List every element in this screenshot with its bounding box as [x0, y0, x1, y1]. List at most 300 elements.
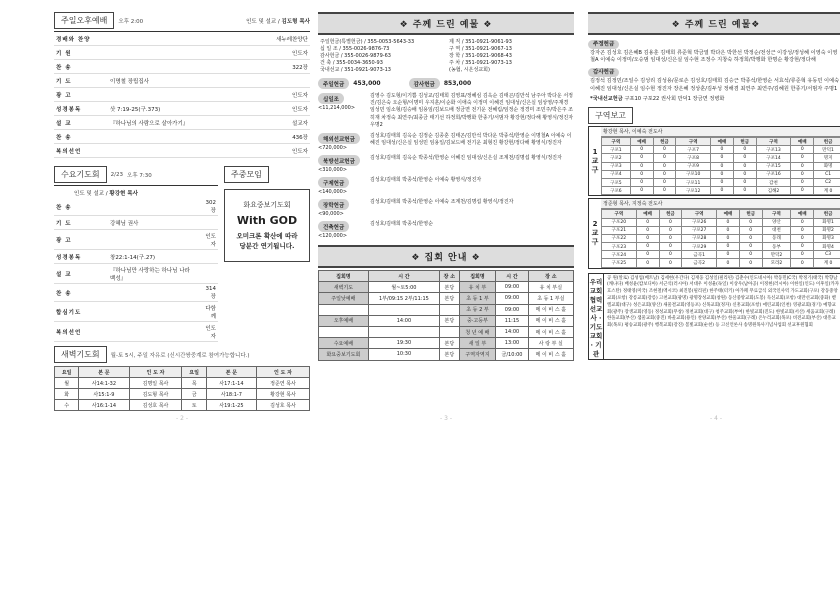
with-god-notice-1: 오미크론 확산에 따라: [236, 232, 298, 240]
table-header-cell: 예배: [717, 210, 740, 218]
table-cell: 0: [717, 226, 740, 234]
table-cell: 0: [739, 243, 762, 251]
table-cell: 0: [717, 251, 740, 259]
table-cell: 모라2: [762, 259, 791, 267]
leader-label: 인도 및 설교 /: [246, 18, 280, 25]
table-header-row: [319, 271, 574, 282]
table-cell: 사16:1-14: [79, 400, 129, 411]
district-1: [588, 126, 840, 196]
table-cell: 구포5: [602, 178, 631, 186]
bank-account-line: 주일헌금(특별헌금) / 355-0053-5643-33: [320, 39, 415, 45]
domestic-mission-line: [590, 96, 840, 103]
table-cell: 09:00: [496, 282, 528, 293]
offering-label-box: [318, 155, 370, 173]
table-cell: 수요예배: [319, 338, 369, 349]
table-cell: 명지: [814, 154, 840, 162]
table-cell: 09:00: [496, 293, 528, 304]
table-cell: 구포10: [676, 170, 711, 178]
table-header-row: [602, 210, 840, 218]
wednesday-row: [54, 166, 310, 342]
offering-amount: <720,000>: [318, 145, 348, 152]
leader-name: 김도형 목사: [281, 18, 310, 25]
table-cell: 0: [791, 146, 814, 154]
domestic-mission-names: 구포10 구포22 권사회 만덕1 장금면 정병화: [624, 95, 725, 102]
table-cell: 동래: [762, 234, 791, 242]
table-cell: 황강현 목사: [257, 389, 310, 400]
order-right: 314장: [199, 284, 218, 302]
offering-label: 구제헌금: [318, 177, 349, 188]
dawn-schedule-table: [54, 366, 310, 411]
table-cell: 0: [659, 218, 682, 226]
table-cell: 메 이 비 스 홀: [528, 304, 573, 315]
table-cell: 0: [653, 170, 676, 178]
table-header-cell: 구역: [602, 210, 637, 218]
table-cell: [440, 304, 459, 315]
table-cell: 0: [653, 178, 676, 186]
order-content: [108, 198, 199, 216]
table-header-cell: 헌금: [659, 210, 682, 218]
weekly-meeting-title: 주중모임: [224, 166, 269, 183]
table-cell: 감천: [756, 178, 791, 186]
table-cell: 정준연 목사: [257, 378, 310, 389]
offering-amount: <120,000>: [318, 233, 348, 240]
table-cell: 0: [791, 251, 814, 259]
table-cell: 0: [791, 170, 814, 178]
district-2-title: 정준형 목사, 지정숙 전도사: [601, 199, 840, 209]
table-cell: 0: [733, 162, 756, 170]
table-cell: 0: [636, 251, 659, 259]
offering-label-box: [318, 133, 370, 151]
table-cell: 구역자역지: [459, 349, 496, 360]
offering-label: 북방선교헌금: [318, 155, 360, 166]
table-cell: 화명4: [814, 243, 840, 251]
table-cell: 메 이 비 스 홀: [528, 315, 573, 326]
table-cell: 메 이 비 스 홀: [528, 326, 573, 337]
table-header-row: [55, 367, 310, 378]
order-label: 복의선언: [54, 322, 108, 342]
table-header-cell: 요일: [55, 367, 79, 378]
table-cell: 0: [791, 243, 814, 251]
page-number: - 3 -: [440, 415, 452, 422]
table-cell: 0: [711, 146, 734, 154]
table-header-cell: 요일: [182, 367, 206, 378]
table-cell: 19:30: [368, 338, 439, 349]
order-row: [54, 32, 310, 46]
table-cell: 사15:1-9: [79, 389, 129, 400]
table-cell: 구포2: [602, 154, 631, 162]
sunday-offering-label: 주일헌금: [318, 78, 349, 89]
table-cell: 만덕2: [762, 251, 791, 259]
table-cell: 수: [55, 400, 79, 411]
table-cell: 구포20: [602, 218, 637, 226]
table-cell: 구포6: [602, 187, 631, 195]
table-cell: 초 등 1 부실: [528, 293, 573, 304]
district-1-title: 황강현 목사, 이예숙 전도사: [601, 127, 840, 137]
sunday-afternoon-title: 주일오후예배: [54, 12, 114, 29]
table-cell: 11:15: [496, 315, 528, 326]
bank-account-line: 감사헌금 / 355-0026-9879-63: [320, 53, 391, 59]
thanks-offering-label: 감사헌금: [409, 78, 440, 89]
order-row: [54, 230, 218, 250]
table-cell: 사 랑 부 실: [528, 338, 573, 349]
table-header-cell: 예배: [711, 138, 734, 146]
wed-leader-name: 황강현 목사: [109, 191, 138, 197]
table-cell: 0: [791, 178, 814, 186]
mission-partners: [588, 273, 840, 360]
order-content: 강혜님 권사: [108, 216, 199, 230]
table-cell: 14:00: [368, 315, 439, 326]
wednesday-title: 수요기도회: [54, 166, 107, 183]
table-cell: 0: [711, 178, 734, 186]
order-row: [54, 264, 218, 284]
table-cell: 0: [659, 243, 682, 251]
table-cell: 0: [630, 162, 653, 170]
table-row: [602, 218, 840, 226]
order-label: 성경봉독: [54, 102, 108, 116]
order-label: 광 고: [54, 88, 108, 102]
order-right: 322장: [249, 60, 310, 74]
sunday-afternoon-header: [54, 12, 310, 32]
wednesday-header: [54, 166, 218, 186]
table-cell: 김도형 목사: [129, 389, 182, 400]
table-cell: 김성호 목사: [257, 400, 310, 411]
table-cell: 구포12: [676, 187, 711, 195]
order-content: 『하나님만 사랑하는 하나님 나라 백성』: [108, 264, 199, 284]
table-cell: [368, 326, 439, 337]
table-cell: 본당: [440, 349, 459, 360]
table-cell: 김성호 목사: [129, 400, 182, 411]
table-header-cell: 예배: [630, 138, 653, 146]
table-header-cell: 본 문: [79, 367, 129, 378]
bulletin-page-3: [318, 12, 574, 420]
table-header-cell: 구역: [676, 138, 711, 146]
table-cell: 0: [653, 187, 676, 195]
table-row: [55, 389, 310, 400]
table-cell: 0: [739, 218, 762, 226]
order-row: [54, 88, 310, 102]
table-row: [319, 282, 574, 293]
order-label: 기 도: [54, 216, 108, 230]
order-right: 설교자: [249, 116, 310, 130]
table-header-cell: 장 소: [440, 271, 459, 282]
order-right: 인도자: [249, 102, 310, 116]
order-row: [54, 250, 218, 264]
order-content: 『하나님의 사람으로 살아가기』: [108, 116, 249, 130]
thanks-offering-label-2: 감사헌금: [588, 68, 619, 77]
offering-row: [318, 155, 574, 173]
table-cell: 0: [630, 154, 653, 162]
table-cell: 0: [630, 170, 653, 178]
table-header-cell: 집회명: [319, 271, 369, 282]
table-header-cell: 시 간: [496, 271, 528, 282]
order-label: 설 교: [54, 264, 108, 284]
with-god-box: [224, 189, 310, 262]
wednesday-date: 2/23: [110, 171, 123, 178]
table-header-cell: 헌금: [733, 138, 756, 146]
table-cell: 0: [791, 187, 814, 195]
order-label: 찬 송: [54, 284, 108, 302]
table-cell: 09:00: [496, 304, 528, 315]
table-cell: 구포16: [756, 170, 791, 178]
table-cell: 0: [739, 251, 762, 259]
order-row: [54, 60, 310, 74]
table-cell: 목: [182, 378, 206, 389]
table-cell: 0: [739, 234, 762, 242]
sunday-offering-amount: 453,000: [353, 80, 381, 87]
table-cell: 14:00: [496, 326, 528, 337]
order-right: 새누레찬양단: [249, 32, 310, 46]
offering-label-box: [318, 177, 370, 195]
table-cell: 대천: [762, 226, 791, 234]
table-cell: 중·고등부: [459, 315, 496, 326]
table-cell: 김해2: [756, 187, 791, 195]
offering-row: [318, 133, 574, 151]
table-cell: 0: [717, 259, 740, 267]
table-cell: 구포4: [602, 170, 631, 178]
offering-totals: [318, 78, 574, 89]
order-content: 이명철 장립집사: [108, 74, 249, 88]
table-cell: 13:00: [496, 338, 528, 349]
bank-accounts: [320, 39, 572, 74]
table-header-cell: 헌금: [739, 210, 762, 218]
group-report-section: [588, 107, 840, 124]
bulletin-page-2: [54, 12, 310, 420]
bank-account-line: 제 직 / 351-0921-9061-93: [449, 39, 512, 45]
table-cell: 김명일 목사: [129, 378, 182, 389]
weekly-meeting-section: [224, 166, 310, 342]
offering-label: 건축헌금: [318, 221, 349, 232]
table-header-cell: 구역: [682, 210, 717, 218]
with-god-heading: 화요중보기도회: [243, 201, 291, 209]
offering-amount: <140,000>: [318, 189, 348, 196]
domestic-mission-label: *국내선교헌금: [590, 95, 623, 102]
table-row: [602, 251, 840, 259]
table-cell: C2: [814, 178, 840, 186]
district-2-label: 2 교 구: [591, 219, 599, 246]
table-row: [319, 315, 574, 326]
offering-label: 십일조: [318, 93, 344, 104]
table-cell: 본당: [440, 293, 459, 304]
table-cell: 초 등 1 부: [459, 293, 496, 304]
order-content: 삿 7:19-25(구.373): [108, 102, 249, 116]
table-cell: 0: [791, 234, 814, 242]
table-cell: 화명2: [814, 226, 840, 234]
table-header-cell: 구역: [602, 138, 631, 146]
dawn-note: 월-토 5시, 주일 자유로 (신시간쌍중계로 참여가능합니다.): [110, 352, 250, 359]
order-content: [108, 32, 249, 46]
district-1-body: [601, 127, 840, 195]
table-header-cell: 장 소: [528, 271, 573, 282]
table-header-cell: 예배: [791, 138, 814, 146]
table-cell: 구포13: [756, 146, 791, 154]
sunday-afternoon-time: 오후 2:00: [118, 18, 144, 25]
table-cell: 화요중보기도회: [319, 349, 369, 360]
table-cell: 구포1: [602, 146, 631, 154]
offering-banner: ❖ 주께 드린 예물 ❖: [318, 12, 574, 35]
table-cell: 본당: [440, 338, 459, 349]
order-right: 인도자: [249, 46, 310, 60]
table-row: [602, 154, 840, 162]
table-cell: [319, 304, 369, 315]
table-cell: 0: [711, 170, 734, 178]
thanks-offering-section: [588, 67, 840, 75]
table-cell: 구포21: [602, 226, 637, 234]
table-cell: 구포15: [756, 162, 791, 170]
order-row: [54, 74, 310, 88]
table-cell: 만덕1: [814, 146, 840, 154]
table-cell: 0: [717, 243, 740, 251]
table-cell: 주일낮예배: [319, 293, 369, 304]
table-cell: 0: [739, 259, 762, 267]
order-row: [54, 46, 310, 60]
order-right: [199, 216, 218, 230]
table-cell: 0: [659, 251, 682, 259]
order-content: [108, 130, 249, 144]
table-cell: 사18:1-7: [206, 389, 256, 400]
bank-account-line: 구 역 / 351-0921-9067-13: [449, 46, 512, 52]
table-cell: 사14:1-32: [79, 378, 129, 389]
table-cell: 화명1: [814, 218, 840, 226]
table-header-cell: 헌금: [814, 210, 840, 218]
table-cell: 구포23: [602, 243, 637, 251]
dawn-header: [54, 346, 310, 363]
offering-banner-2: ❖ 주께 드린 예물❖: [588, 12, 840, 35]
table-cell: 0: [636, 218, 659, 226]
table-header-cell: 집회명: [459, 271, 496, 282]
group-report-title: 구역보고: [588, 107, 633, 124]
district-2-table: [601, 209, 840, 267]
dawn-title: 새벽기도회: [54, 346, 107, 363]
table-cell: 0: [717, 218, 740, 226]
order-content: [108, 284, 199, 302]
table-cell: 0: [711, 154, 734, 162]
table-cell: 구포27: [682, 226, 717, 234]
table-row: [319, 304, 574, 315]
order-right: 인도자: [249, 88, 310, 102]
weekly-offering-section: [588, 39, 840, 47]
sunday-order-table: [54, 32, 310, 158]
table-cell: 월: [55, 378, 79, 389]
order-label: 경배와 찬양: [54, 32, 108, 46]
table-cell: 구포3: [602, 162, 631, 170]
table-cell: 1부/09:15 2부/11:15: [368, 293, 439, 304]
table-row: [602, 178, 840, 186]
order-content: [108, 60, 249, 74]
table-cell: 0: [717, 234, 740, 242]
order-right: 302장: [199, 198, 218, 216]
offering-row: [318, 199, 574, 217]
page-number: - 2 -: [176, 415, 188, 422]
table-cell: 금곡2: [682, 259, 717, 267]
with-god-title: With GOD: [236, 214, 298, 227]
order-row: [54, 216, 218, 230]
table-header-cell: 예배: [791, 210, 814, 218]
wednesday-section: [54, 166, 218, 342]
table-cell: [368, 304, 439, 315]
table-row: [602, 170, 840, 178]
table-row: [602, 243, 840, 251]
order-content: [108, 302, 199, 322]
order-label: 찬 송: [54, 130, 108, 144]
table-cell: 토: [182, 400, 206, 411]
table-cell: 0: [659, 259, 682, 267]
offering-row: [318, 221, 574, 239]
wed-leader-label: 인도 및 설교 /: [74, 191, 108, 197]
table-header-cell: 구역: [756, 138, 791, 146]
offering-label-box: [318, 93, 370, 129]
table-cell: 구포28: [682, 234, 717, 242]
table-cell: 구포29: [682, 243, 717, 251]
table-row: [319, 338, 574, 349]
table-cell: 0: [659, 234, 682, 242]
table-cell: 0: [791, 154, 814, 162]
table-row: [602, 259, 840, 267]
offering-names: 김성호/김태희 박종석/한영순: [370, 221, 433, 228]
table-cell: 0: [653, 146, 676, 154]
offering-names: 김성호/김태희 박종석/한영순 이예숙 황영식/정진자: [370, 177, 482, 184]
order-row: [54, 322, 218, 342]
district-1-label: 1 교 구: [591, 147, 599, 174]
mission-partners-list: 공 원(알로) 김성업(베트남) 김세현(우간다) 김재웅 김성일(필리핀) 김춘수(인도네시아) 박동민(C국) 박정기(태국) 박향남(캐나다) 배성윤(캄보디아) 서근석(러시아) 서대우 이성율(독일) 이상우(남아공) 이정현(러시아) 이한일(인도) 이후일(카자흐스탄) 정태영(미국) 조현철(멕시코) 최진봉(필리핀) 한주태(터키) 아가페 무료급식 외국인사역 가도교회(구포) 강동중앙교회(포항) 강릉교회(강릉) 고천교회(광명) 광명장성교회(창원) 동산중앙교회(도봉) 득신교회(포항) 대만선교회(중화) 벧엘교회(대구) 성은교회(양산) 새물결교회(영등포) 신목교회(정자) 신흥교회(포항) 애린교회(인천) 영광교회(경기) 예향교회(광주) 장생교회(영동) 정성교회(무창) 정천교회(대구) 청주교회(부여) 한빛교회(진도) 한빛교회(서산) 세움교회(구례) 한돌교회(부산) 샘물교회(중진) 바울교회(용인) 찬양교회(부산) 한울교회(구례) 온누리교회(목포) 비전교회(부산) 대흥교회(목포) 평승교회(광주) 행복교회(강진) 봄빛교회(순천) 등 고신언론사 송명원목사기념사업회 선교후원협회: [607, 275, 839, 329]
district-2: [588, 198, 840, 268]
bank-account-line: 십 일 조 / 355-0026-9876-73: [320, 46, 390, 52]
table-cell: 유 치 부실: [528, 282, 573, 293]
table-cell: 0: [791, 162, 814, 170]
order-label: 광 고: [54, 230, 108, 250]
bank-account-line: 국내선교 / 351-0921-9073-13: [320, 67, 391, 73]
table-cell: 0: [711, 187, 734, 195]
offering-label-box: [318, 199, 370, 217]
order-label: 설 교: [54, 116, 108, 130]
order-right: 인도자: [199, 322, 218, 342]
table-header-cell: 예배: [636, 210, 659, 218]
table-cell: 구포14: [756, 154, 791, 162]
with-god-notice-2: 당분간 연기됩니다.: [239, 242, 295, 250]
table-cell: 0: [733, 170, 756, 178]
meeting-table: [318, 270, 574, 361]
order-right: [199, 250, 218, 264]
order-row: [54, 198, 218, 216]
table-cell: 계 0: [814, 187, 840, 195]
table-cell: 화명3: [814, 234, 840, 242]
table-cell: [319, 326, 369, 337]
table-cell: 0: [739, 226, 762, 234]
table-cell: 사19:1-25: [206, 400, 256, 411]
table-cell: 0: [791, 226, 814, 234]
table-cell: 오후예배: [319, 315, 369, 326]
table-cell: 구포25: [602, 259, 637, 267]
order-row: [54, 102, 310, 116]
table-header-row: [602, 138, 840, 146]
order-content: 창22:1-14(구.27): [108, 250, 199, 264]
table-cell: [440, 326, 459, 337]
offering-names: 김성호/김태희 김옥순 김정순 김종훈 김태곤/김만석 박다운 박종석/한영순 이명철A 이예숙 이혜진 임대성/신은실 임성민 임용일/김보드배 전기운 최형진 황강현/정다해 황영식/정진자: [370, 133, 572, 147]
order-right: 인도자: [249, 144, 310, 158]
order-row: [54, 116, 310, 130]
table-header-cell: 인 도 자: [257, 367, 310, 378]
order-label: 찬 송: [54, 60, 108, 74]
table-header-cell: 구역: [762, 210, 791, 218]
table-row: [319, 326, 574, 337]
wednesday-time: 오후 7:30: [127, 172, 152, 179]
offering-names: 김성호/김태희 김옥순 박종석/한영순 이혜진 임대성/신은실 조계천/김명섭 황영식/정진자: [370, 155, 562, 162]
table-cell: 화: [55, 389, 79, 400]
table-cell: 0: [630, 187, 653, 195]
mission-partners-label: 우리 교회 협력 선교사 · 기도 교회 · 기관: [589, 274, 604, 359]
bank-account-line: 장 학 / 351-0921-9068-43: [449, 53, 512, 59]
order-row: [54, 130, 310, 144]
table-cell: 0: [659, 226, 682, 234]
